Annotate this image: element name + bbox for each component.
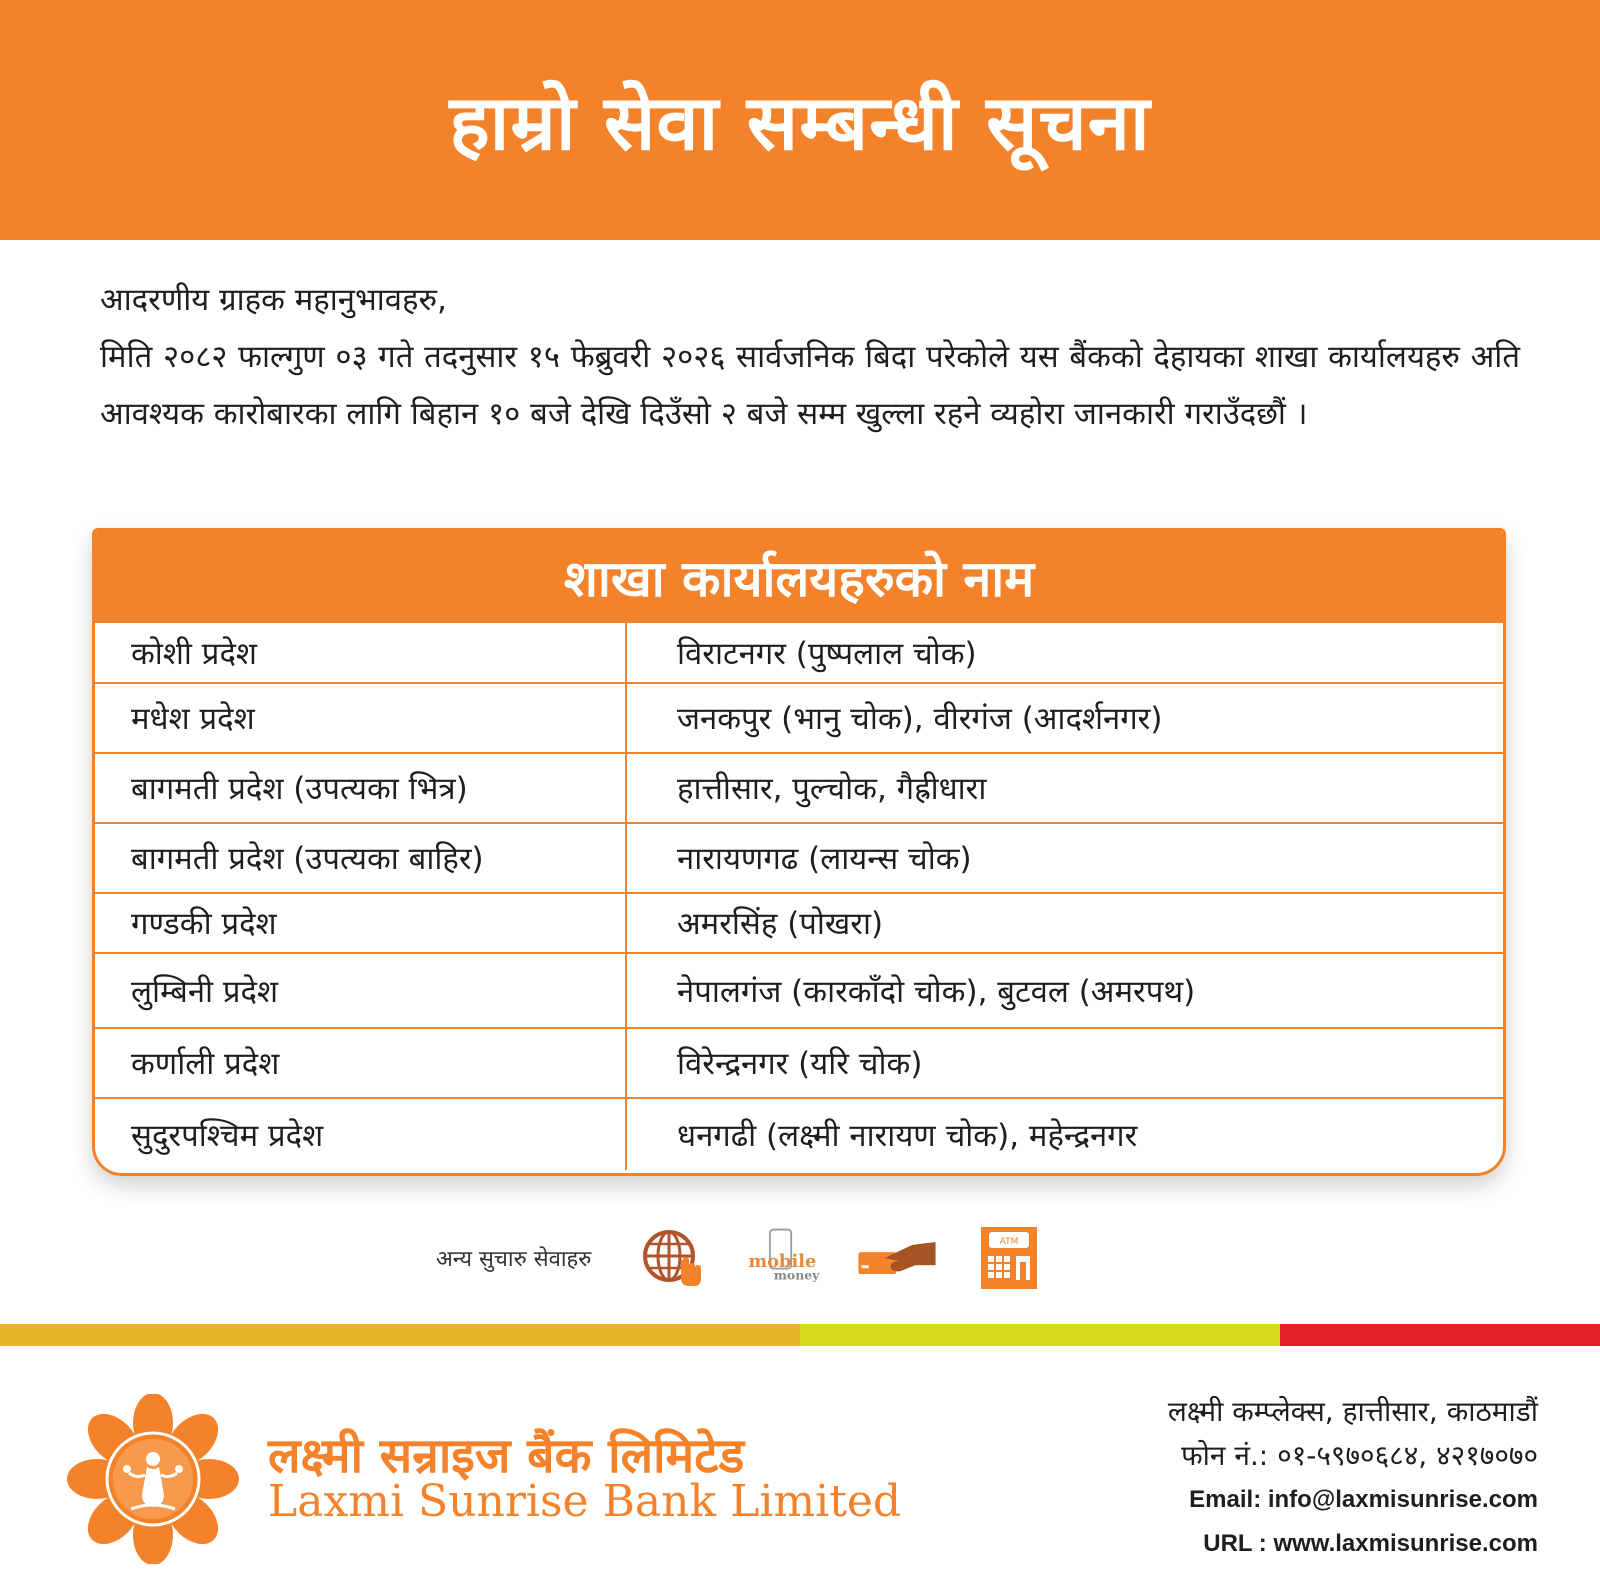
province-cell: लुम्बिनी प्रदेश	[95, 953, 626, 1028]
table-row	[95, 683, 1503, 753]
branch-cell: नेपालगंज (कारकाँदो चोक), बुटवल (अमरपथ)	[626, 953, 1503, 1028]
mobile-text: mobile	[748, 1250, 817, 1272]
table-row	[95, 753, 1503, 823]
money-text: money	[774, 1267, 820, 1283]
table-row	[95, 893, 1503, 953]
table-row	[95, 623, 1503, 683]
table-row	[95, 1098, 1503, 1170]
branch-cell: जनकपुर (भानु चोक), वीरगंज (आदर्शनगर)	[626, 683, 1503, 753]
notice-text	[100, 272, 1520, 443]
branch-cell: विरेन्द्रनगर (यरि चोक)	[626, 1028, 1503, 1098]
branch-table-body	[95, 623, 1503, 1170]
province-cell: सुदुरपश्चिम प्रदेश	[95, 1098, 626, 1170]
card-payment-icon	[857, 1224, 937, 1292]
page-title: हाम्रो सेवा सम्बन्धी सूचना	[449, 77, 1151, 167]
branch-cell: नारायणगढ (लायन्स चोक)	[626, 823, 1503, 893]
website-url: URL : www.laxmisunrise.com	[1203, 1530, 1538, 1557]
services-label: अन्य सुचारु सेवाहरु	[436, 1247, 592, 1272]
province-cell: गण्डकी प्रदेश	[95, 893, 626, 953]
internet-banking-icon	[633, 1224, 713, 1292]
notice-salutation: आदरणीय ग्राहक महानुभावहरु,	[100, 282, 447, 318]
table-row	[95, 823, 1503, 893]
atm-text: ATM	[1000, 1237, 1019, 1247]
email: Email: info@laxmisunrise.com	[1189, 1486, 1538, 1513]
province-cell: कोशी प्रदेश	[95, 623, 626, 683]
address: लक्ष्मी कम्प्लेक्स, हात्तीसार, काठमाडौं	[1167, 1395, 1538, 1428]
branch-cell: अमरसिंह (पोखरा)	[626, 893, 1503, 953]
bank-logo	[64, 1394, 242, 1564]
atm-icon	[969, 1224, 1049, 1292]
phone-number: फोन नं.: ०१-५९७०६८४, ४२१७०७०	[1181, 1439, 1538, 1472]
stripe-gold	[0, 1324, 800, 1346]
table-row	[95, 1028, 1503, 1098]
branch-table-title: शाखा कार्यालयहरुको नाम	[95, 531, 1503, 623]
header-banner	[0, 0, 1600, 240]
stripe-red	[1280, 1324, 1600, 1346]
branch-table	[92, 528, 1506, 1176]
notice-body: मिति २०८२ फाल्गुण ०३ गते तदनुसार १५ फेब्रुवरी २०२६ सार्वजनिक बिदा परेकोले यस बैंकको देहायका शाखा कार्यालयहरु अति आवश्यक कारोबारका लागि बिहान १० बजे देखि दिउँसो २ बजे सम्म खुल्ला रहने व्यहोरा जानकारी गराउँदछौं ।	[100, 339, 1520, 432]
color-stripe	[0, 1324, 1600, 1346]
branch-cell: हात्तीसार, पुल्चोक, गैह्रीधारा	[626, 753, 1503, 823]
mobile-money-icon	[745, 1224, 825, 1292]
province-cell: कर्णाली प्रदेश	[95, 1028, 626, 1098]
branch-cell: विराटनगर (पुष्पलाल चोक)	[677, 635, 977, 672]
table-row	[95, 953, 1503, 1028]
bank-name-nepali: लक्ष्मी सन्राइज बैंक लिमिटेड	[268, 1428, 745, 1484]
stripe-lime	[800, 1324, 1280, 1346]
province-cell: मधेश प्रदेश	[95, 683, 626, 753]
bank-name-english: Laxmi Sunrise Bank Limited	[268, 1476, 902, 1527]
contact-info	[1168, 1390, 1538, 1566]
province-cell: बागमती प्रदेश (उपत्यका भित्र)	[95, 753, 626, 823]
branch-cell: धनगढी (लक्ष्मी नारायण चोक), महेन्द्रनगर	[626, 1098, 1503, 1170]
other-services	[436, 1218, 1065, 1298]
province-cell: बागमती प्रदेश (उपत्यका बाहिर)	[95, 823, 626, 893]
